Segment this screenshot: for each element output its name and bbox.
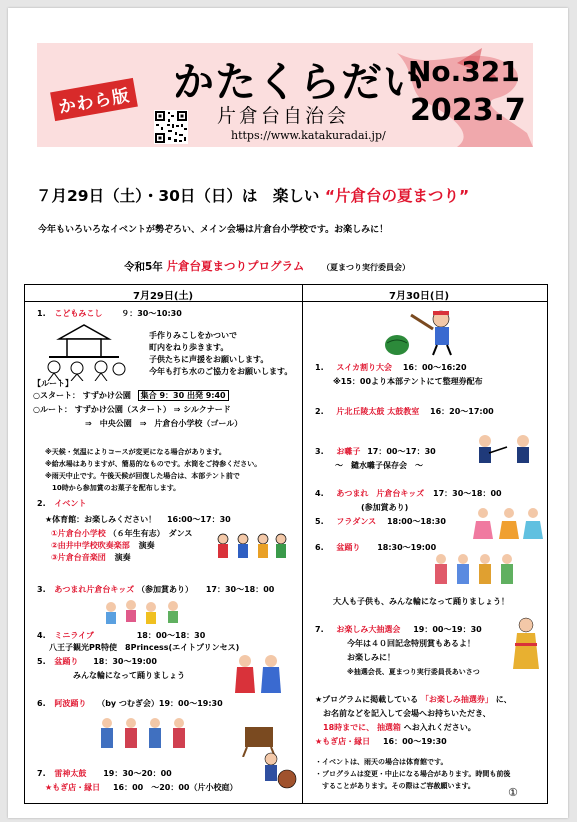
column-divider — [302, 285, 303, 803]
day2-item-7-desc-2: お楽しみに！ — [347, 653, 395, 662]
item-time: 18：00〜18：30 — [136, 631, 206, 640]
ohayashi-illustration-icon — [471, 431, 541, 471]
item-time: 18:30〜19:00 — [377, 543, 437, 552]
lottery-deadline: 18時までに、 — [323, 723, 375, 732]
lottery-girl-illustration-icon — [509, 615, 543, 671]
item-name: スイカ割り大会 — [336, 363, 393, 372]
item-number: 5. — [37, 657, 46, 666]
edition-tag: かわら版 — [50, 78, 138, 121]
header-divider — [25, 301, 547, 302]
program-prefix: 令和5年 — [124, 261, 163, 273]
route-label: 【ルート】 — [33, 379, 73, 388]
moghi-label: ★もぎ店・縁日 — [45, 783, 101, 792]
mikoshi-illustration-icon — [39, 321, 129, 381]
item-name: こどもみこし — [54, 309, 103, 318]
bon-desc: みんな輪になって踊りましょう — [73, 671, 185, 680]
event-item — [37, 499, 86, 509]
lottery-line-1 — [315, 695, 512, 705]
gym-act-1 — [51, 529, 192, 539]
item-time: 18:00〜18:30 — [386, 517, 446, 526]
lottery-box: 抽選箱 — [376, 723, 401, 732]
item-number: 5. — [315, 517, 324, 526]
kids-item — [37, 585, 274, 595]
issue-date: 2023.7 — [410, 93, 526, 128]
kodomo-item — [37, 309, 182, 319]
moghi-time: 16：00〜19:30 — [382, 737, 447, 746]
intro-text: 今年もいろいろなイベントが勢ぞろい、メイン会場は片倉台小学校です。お楽しみに！ — [38, 225, 389, 235]
item-name: ミニライブ — [54, 631, 94, 640]
route-line-2: ⇒ 中央公園 ⇒ 片倉台小学校（ゴール） — [85, 419, 243, 428]
day2-item-7-note: ※抽選会長、夏まつり実行委員長あいさつ — [347, 668, 480, 676]
watermelon-splitting-illustration-icon — [381, 307, 471, 357]
program-table — [24, 284, 548, 804]
act-desc: 演奏 — [114, 553, 131, 562]
lottery-line-2: お名前などを記入して会場へお持ちいただき、 — [323, 709, 491, 718]
issue-number: No.321 — [408, 55, 520, 88]
item-note: （参加賞あり） — [137, 585, 194, 594]
item-name: 片北丘陵太鼓 太鼓教室 — [336, 407, 420, 416]
item-name: フラダンス — [336, 517, 377, 526]
item-number: 4. — [315, 489, 324, 498]
kodomo-note-4: 10時から参加賞のお菓子を配布します。 — [45, 484, 181, 492]
program-organizer: （夏まつり実行委員会） — [322, 263, 411, 272]
item-name: 雷神太鼓 — [54, 769, 87, 778]
item-number: 7. — [37, 769, 46, 778]
qr-code-icon — [154, 110, 188, 144]
bon-item — [37, 657, 157, 667]
route-line-label: ○ルート： — [33, 405, 72, 414]
bon-dancers-illustration-icon — [231, 651, 291, 695]
bon-dance-circle-illustration-icon — [431, 549, 531, 593]
moghi-day2 — [315, 737, 447, 747]
act-name: ③片倉台音楽団 — [51, 553, 106, 562]
lottery-suffix: に、 — [495, 695, 512, 704]
item-name: イベント — [54, 499, 87, 508]
program-title — [124, 258, 410, 274]
moghi-time: 16：00 〜20：00（片小校庭） — [112, 783, 238, 792]
taiko-item — [37, 769, 172, 779]
route-start — [33, 391, 229, 401]
kids-illustration-icon — [101, 597, 191, 627]
item-number: 7. — [315, 625, 324, 634]
act-name: ②由井中学校吹奏楽部 — [51, 541, 130, 550]
kodomo-desc-2: 町内をねり歩きます。 — [149, 343, 229, 352]
day2-item-6 — [315, 543, 436, 553]
item-time: 17：00〜17：30 — [367, 447, 436, 456]
band-illustration-icon — [211, 529, 291, 563]
day2-item-5 — [315, 517, 446, 527]
item-time: 16：20〜17:00 — [430, 407, 494, 416]
day2-item-6-desc: 大人も子供も、みんな輪になって踊りましょう！ — [333, 597, 509, 606]
item-number: 3. — [37, 585, 46, 594]
start-time: 集合 9：30 出発 9:40 — [138, 390, 229, 401]
kodomo-note-3: ※雨天中止です。午後天候が回復した場合は、本部テント前で — [45, 472, 240, 480]
item-name: あつまれ 片倉台キッズ — [336, 489, 425, 498]
day2-header: 7月30日(日) — [389, 291, 450, 302]
program-name: 片倉台夏まつりプログラム — [166, 259, 305, 273]
page-number: ① — [508, 786, 518, 799]
lottery-instruction: へお入れください。 — [403, 723, 476, 732]
item-name: お楽しみ大抽選会 — [336, 625, 401, 634]
gym-label — [45, 515, 231, 525]
item-time: 17：30〜18：00 — [205, 585, 275, 594]
newsletter-title: かたくらだい — [173, 58, 425, 106]
day2-item-7 — [315, 625, 482, 635]
route-path-1: すずかけ公園（スタート） ⇒ シルクナード — [74, 405, 231, 414]
footnote-1: ・イベントは、雨天の場合は体育館です。 — [315, 758, 448, 766]
item-number: 6. — [37, 699, 46, 708]
gym-act-3 — [51, 553, 131, 563]
awa-item — [37, 699, 223, 709]
hula-dancers-illustration-icon — [471, 503, 547, 541]
kodomo-note-1: ※天候・気温によりコースが変更になる場合があります。 — [45, 448, 226, 456]
item-number: 1. — [37, 309, 46, 318]
act-desc: 演奏 — [138, 541, 155, 550]
kodomo-desc-1: 手作りみこしをかついで — [149, 331, 237, 340]
moghi-label: ★もぎ店・縁日 — [315, 737, 371, 746]
footnote-2: ・プログラムは変更・中止になる場合があります。時間も前後 — [315, 770, 511, 778]
gym-act-2 — [51, 541, 155, 551]
gym-title: ★体育館：お楽しみください！ — [45, 515, 157, 524]
route-line-1 — [33, 405, 231, 415]
newsletter-page — [8, 8, 568, 818]
item-number: 2. — [315, 407, 324, 416]
lottery-ticket: 「お楽しみ抽選券」 — [420, 695, 493, 704]
day1-header: 7月29日(土) — [133, 291, 194, 302]
headline-highlight: “片倉台の夏まつり” — [324, 187, 470, 205]
day2-item-4-note: (参加賞あり) — [361, 503, 409, 512]
act-name: ①片倉台小学校 — [51, 529, 106, 538]
day2-item-1-note: ※15：00より本部テントにて整理券配布 — [333, 377, 483, 386]
day2-item-7-desc-1: 今年は４０回記念特別賞もあるよ！ — [347, 639, 475, 648]
lottery-line-3 — [323, 723, 476, 733]
item-time: ９：30〜10:30 — [121, 309, 182, 318]
item-number: 3. — [315, 447, 324, 456]
start-label: ○スタート： — [33, 391, 80, 400]
lottery-prefix: ★プログラムに掲載している — [315, 695, 419, 704]
kodomo-desc-3: 子供たちに声援をお願いします。 — [149, 355, 269, 364]
day2-item-3 — [315, 447, 436, 457]
kodomo-desc-4: 今年も打ち水のご協力をお願いします。 — [149, 367, 293, 376]
act-desc: （６年生有志） ダンス — [108, 529, 193, 538]
day2-item-1 — [315, 363, 467, 373]
item-time: 19：00〜19：30 — [413, 625, 482, 634]
mini-live-item — [37, 631, 205, 641]
item-name: 盆踊り — [336, 543, 361, 552]
headline — [36, 184, 469, 206]
newsletter-subtitle: 片倉台自治会 — [217, 105, 350, 127]
item-time: 18：30〜19:00 — [93, 657, 157, 666]
item-name: あつまれ片倉台キッズ — [54, 585, 135, 594]
item-desc: （by つむぎ会）19：00〜19:30 — [97, 699, 223, 708]
start-place: すずかけ公園 — [82, 391, 131, 400]
mini-live-desc: 八王子観光PR特使 8Princess(エイトプリンセス) — [49, 643, 240, 652]
item-number: 6. — [315, 543, 324, 552]
day2-item-4 — [315, 489, 502, 499]
item-time: 19：30〜20：00 — [103, 769, 172, 778]
website-url[interactable]: https://www.katakuradai.jp/ — [231, 129, 386, 142]
gym-time: 16:00〜17：30 — [166, 515, 231, 524]
kodomo-note-2: ※給水場はありますが、簡易的なものです。水筒をご持参ください。 — [45, 460, 262, 468]
header-banner — [37, 43, 533, 147]
taiko-drummer-illustration-icon — [257, 751, 297, 791]
item-number: 4. — [37, 631, 46, 640]
item-time: 16：00〜16:20 — [402, 363, 467, 372]
item-name: 阿波踊り — [54, 699, 87, 708]
footnote-3: することがあります。その際はご容赦願います。 — [315, 782, 475, 790]
item-name: お囃子 — [336, 447, 361, 456]
moghi-day1 — [45, 783, 238, 793]
day2-item-2 — [315, 407, 494, 417]
item-number: 2. — [37, 499, 46, 508]
day2-item-3-desc: 〜 鑓水囃子保存会 〜 — [335, 461, 423, 470]
item-name: 盆踊り — [54, 657, 79, 666]
headline-prefix: ７月29日（土）・30日（日）は 楽しい — [36, 187, 320, 205]
item-number: 1. — [315, 363, 324, 372]
item-time: 17：30〜18：00 — [433, 489, 502, 498]
